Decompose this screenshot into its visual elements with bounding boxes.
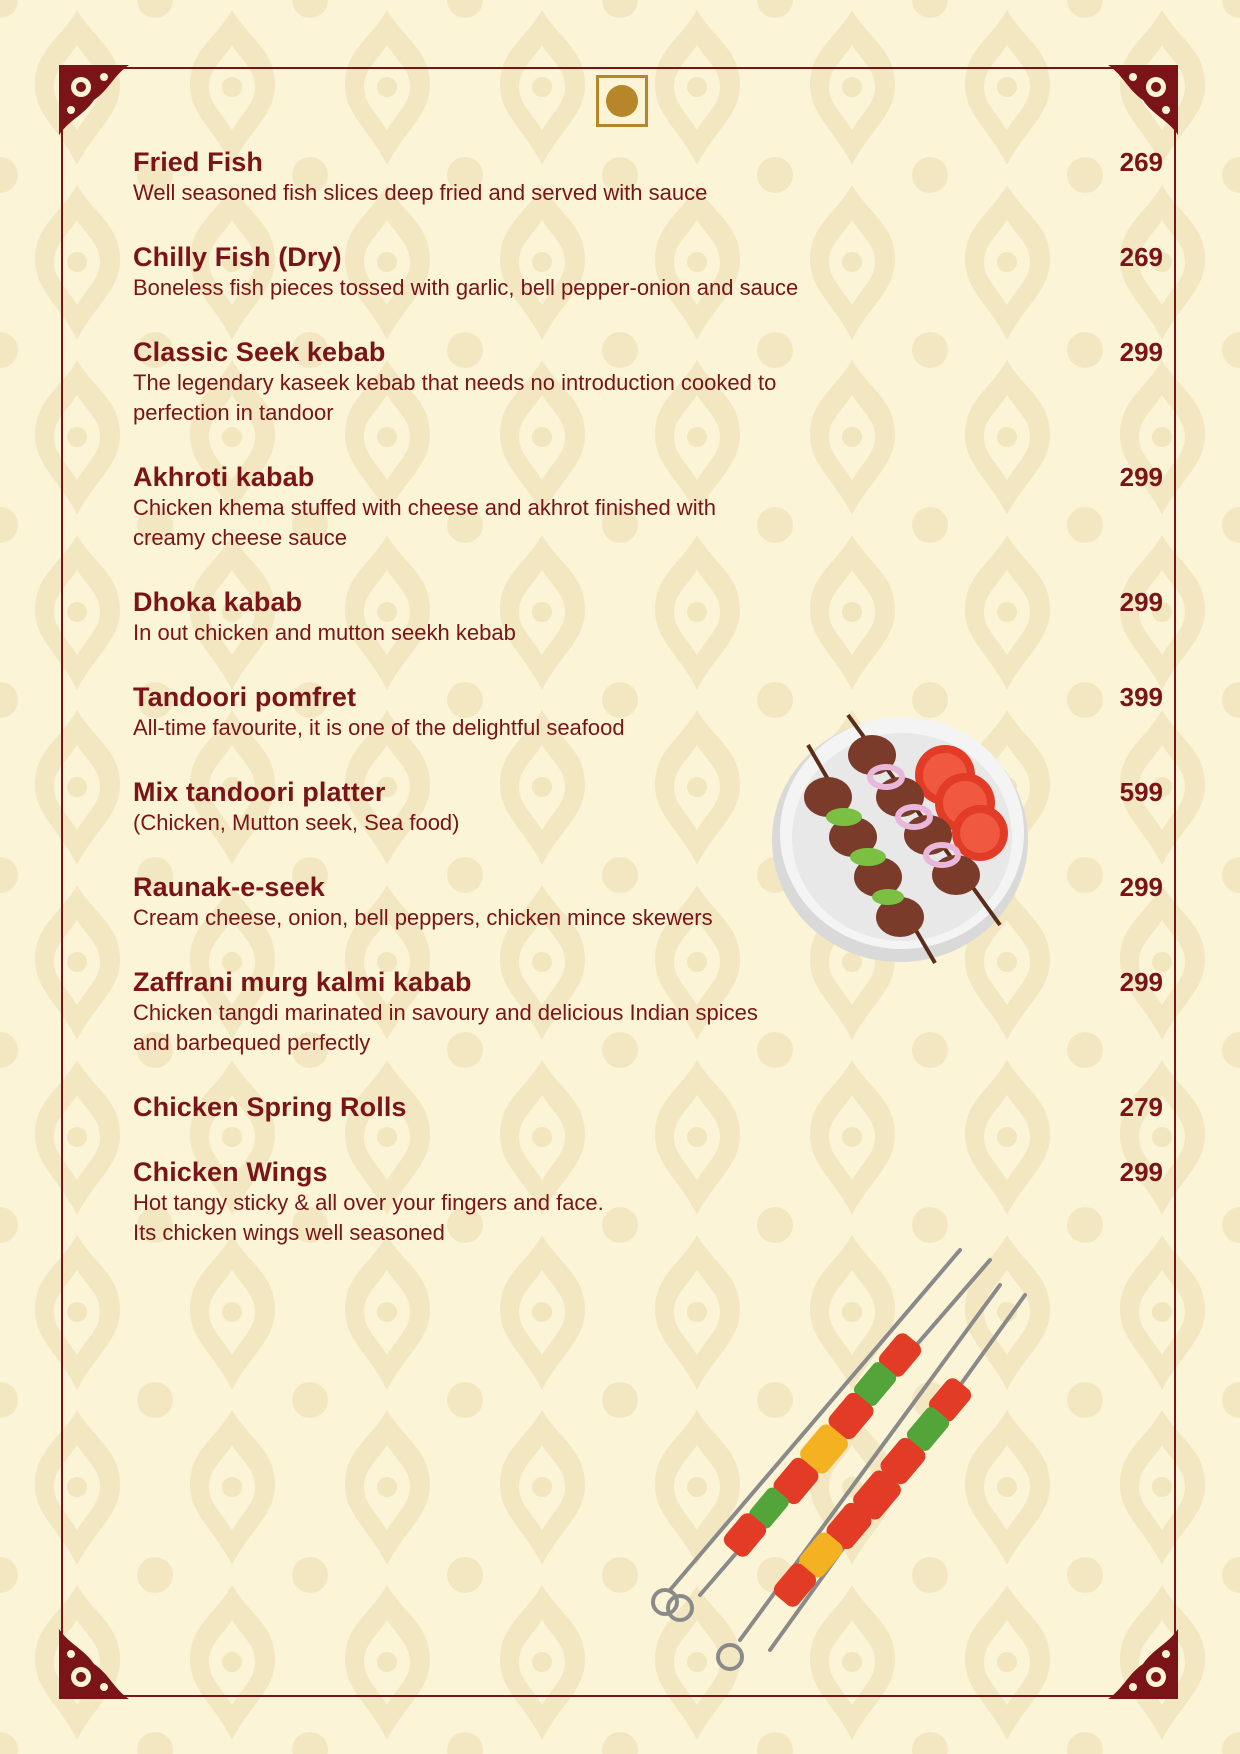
kebab-platter-illustration	[760, 705, 1040, 985]
mandala-corner-icon	[1108, 65, 1178, 135]
item-name: Zaffrani murg kalmi kabab	[133, 967, 472, 997]
emblem-dot	[606, 85, 638, 117]
item-price: 299	[1119, 872, 1163, 902]
item-name: Classic Seek kebab	[133, 337, 386, 367]
menu-item	[133, 462, 1163, 553]
item-price: 279	[1119, 1092, 1163, 1122]
item-description: Cream cheese, onion, bell peppers, chicken mince skewers	[133, 905, 713, 930]
item-name: Akhroti kabab	[133, 462, 315, 492]
item-name: Raunak-e-seek	[133, 872, 325, 902]
menu-item	[133, 147, 1163, 208]
menu-item	[133, 587, 1163, 648]
item-name: Mix tandoori platter	[133, 777, 386, 807]
item-name: Chicken Spring Rolls	[133, 1092, 407, 1122]
item-price: 299	[1119, 967, 1163, 997]
item-price: 299	[1119, 1157, 1163, 1187]
item-description: Well seasoned fish slices deep fried and served with sauce	[133, 180, 708, 205]
item-name: Tandoori pomfret	[133, 682, 357, 712]
item-description: All-time favourite, it is one of the delightful seafood	[133, 715, 625, 740]
mandala-corner-icon	[59, 65, 129, 135]
item-price: 269	[1119, 147, 1163, 177]
mandala-corner-icon	[59, 1629, 129, 1699]
menu-item	[133, 1157, 1163, 1248]
item-price: 399	[1119, 682, 1163, 712]
item-description: Chicken khema stuffed with cheese and akhrot finished with creamy cheese sauce	[133, 495, 716, 550]
item-price: 599	[1119, 777, 1163, 807]
item-description: Chicken tangdi marinated in savoury and delicious Indian spices and barbequed perfectly	[133, 1000, 758, 1055]
item-name: Chilly Fish (Dry)	[133, 242, 342, 272]
item-price: 299	[1119, 337, 1163, 367]
item-name: Fried Fish	[133, 147, 264, 177]
menu-item	[133, 337, 1163, 428]
menu-item	[133, 1092, 1163, 1122]
skewers-illustration	[630, 1240, 1050, 1690]
item-price: 299	[1119, 462, 1163, 492]
mandala-corner-icon	[1108, 1629, 1178, 1699]
item-price: 299	[1119, 587, 1163, 617]
item-price: 269	[1119, 242, 1163, 272]
menu-item	[133, 242, 1163, 303]
item-description: In out chicken and mutton seekh kebab	[133, 620, 516, 645]
item-description: The legendary kaseek kebab that needs no introduction cooked to perfection in tandoor	[133, 370, 777, 425]
gold-square-emblem-icon	[596, 75, 648, 127]
item-description: (Chicken, Mutton seek, Sea food)	[133, 810, 460, 835]
item-description: Boneless fish pieces tossed with garlic, bell pepper-onion and sauce	[133, 275, 799, 300]
item-name: Dhoka kabab	[133, 587, 303, 617]
item-description: Hot tangy sticky & all over your fingers and face. Its chicken wings well seasoned	[133, 1190, 604, 1245]
item-name: Chicken Wings	[133, 1157, 328, 1187]
